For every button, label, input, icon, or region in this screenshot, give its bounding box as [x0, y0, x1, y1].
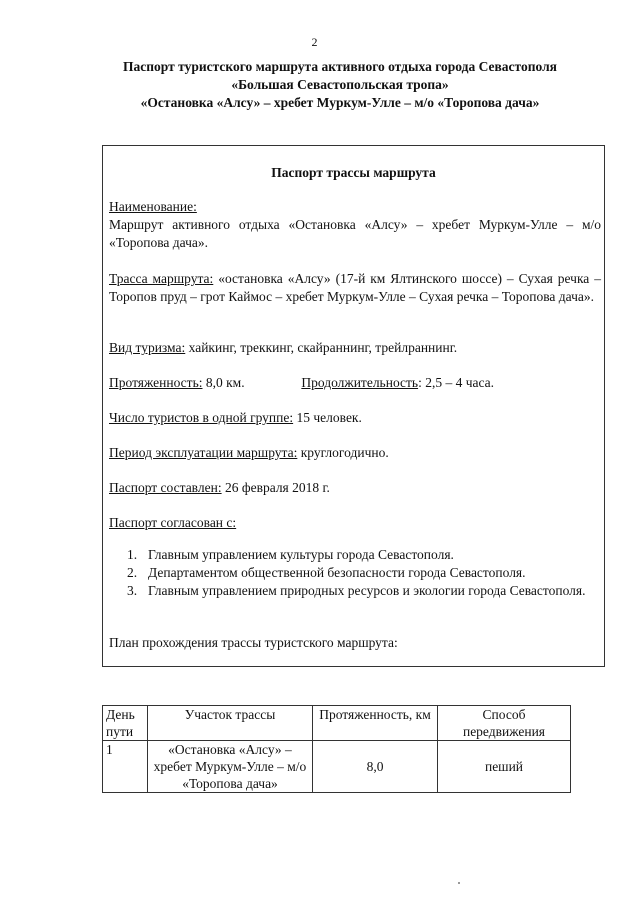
cell-segment: «Остановка «Алсу» – хребет Муркум-Улле – м/о «Торопова дача» [148, 741, 313, 793]
cell-length: 8,0 [313, 741, 438, 793]
compiled-label: Паспорт составлен: [109, 480, 222, 495]
name-label: Наименование: [109, 199, 197, 214]
table-row [103, 741, 571, 793]
plan-section [109, 634, 601, 652]
document-title [60, 58, 620, 112]
scan-speck [458, 882, 460, 884]
list-item [127, 582, 602, 600]
group-size-label: Число туристов в одной группе: [109, 410, 294, 425]
list-item-number: 2. [127, 565, 138, 580]
header-day: День пути [103, 706, 148, 741]
cell-day: 1 [103, 741, 148, 793]
list-item-text: Главным управлением культуры города Севастополя. [148, 547, 454, 562]
list-item-number: 3. [127, 583, 138, 598]
plan-label: План прохождения трассы туристского маршрута: [109, 635, 398, 650]
cell-mode: пеший [438, 741, 571, 793]
page-number: 2 [311, 35, 318, 49]
agreed-label: Паспорт согласован с: [109, 515, 237, 530]
header-length: Протяженность, км [313, 706, 438, 741]
tourism-type-label: Вид туризма: [109, 340, 186, 355]
title-line-3: «Остановка «Алсу» – хребет Муркум-Улле – м/о «Торопова дача» [140, 95, 540, 110]
list-item-number: 1. [127, 547, 138, 562]
tourism-type-value: хайкинг, треккинг, скайраннинг, трейлраннинг. [185, 340, 458, 355]
length-duration-section [109, 374, 601, 392]
period-section [109, 444, 601, 462]
list-item [127, 564, 602, 582]
period-label: Период эксплуатации маршрута: [109, 445, 298, 460]
title-line-2: «Большая Севастопольская тропа» [231, 77, 449, 92]
agreed-list [127, 546, 602, 600]
duration-value: : 2,5 – 4 часа. [418, 375, 495, 390]
group-size-value: 15 человек. [293, 410, 362, 425]
compiled-section [109, 479, 601, 497]
duration-label: Продолжительность [301, 375, 419, 390]
length-value: 8,0 км. [202, 375, 245, 390]
agreed-section [109, 514, 601, 532]
period-value: круглогодично. [297, 445, 389, 460]
list-item-text: Департаментом общественной безопасности города Севастополя. [148, 565, 526, 580]
list-item [127, 546, 602, 564]
group-size-section [109, 409, 601, 427]
header-segment: Участок трассы [148, 706, 313, 741]
name-section [109, 198, 601, 252]
tourism-type-section [109, 339, 601, 357]
name-value: Маршрут активного отдыха «Остановка «Алсу» – хребет Муркум-Улле – м/о «Торопова дача». [109, 217, 601, 250]
passport-heading: Паспорт трассы маршрута [271, 165, 436, 180]
length-label: Протяженность: [109, 375, 203, 390]
compiled-value: 26 февраля 2018 г. [221, 480, 330, 495]
route-value: «остановка «Алсу» (17-й км Ялтинского шоссе) – Сухая речка – Торопов пруд – грот Каймос – хребет Муркум-Улле – Сухая речка – Торопова дача». [109, 271, 601, 304]
table-header-row [103, 706, 571, 741]
title-line-1: Паспорт туристского маршрута активного отдыха города Севастополя [123, 59, 557, 74]
route-section [109, 270, 601, 306]
route-label: Трасса маршрута: [109, 271, 214, 286]
list-item-text: Главным управлением природных ресурсов и экологии города Севастополя. [148, 583, 586, 598]
route-passport-box [102, 145, 605, 667]
route-plan-table [102, 705, 571, 793]
header-mode: Способ передвижения [438, 706, 571, 741]
